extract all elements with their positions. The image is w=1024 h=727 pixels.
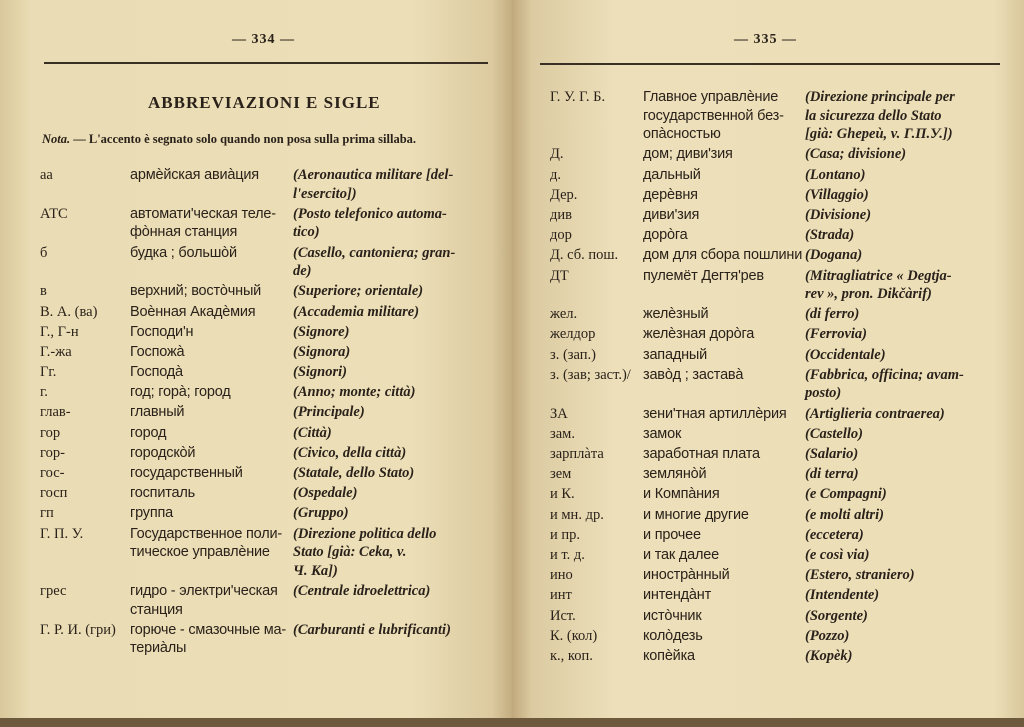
russian-expansion: желѐзная дорòга [643, 326, 755, 343]
abbreviation: жел. [550, 306, 578, 323]
page-number: — 335 — [734, 32, 797, 47]
italian-translation: (Dogana) [805, 247, 863, 264]
abbreviation-entry [40, 525, 493, 581]
abbreviation: В. А. (ва) [40, 303, 98, 320]
russian-expansion: пулемёт Дегтя'рев [643, 267, 764, 284]
italian-translation: (Kopèk) [805, 647, 853, 664]
russian-expansion: госпиталь [130, 485, 195, 502]
abbreviation-entry [40, 383, 493, 402]
abbreviation: ДТ [550, 267, 569, 284]
abbreviation: гос- [40, 465, 65, 482]
italian-translation: (Carburanti e lubrificanti) [293, 621, 451, 638]
abbreviation-entry [550, 546, 1005, 565]
italian-translation: (Fabbrica, officina; avam- posto) [805, 366, 964, 402]
abbreviation-entry [550, 425, 1005, 444]
abbreviation: грес [40, 582, 67, 599]
abbreviation-entry [550, 145, 1005, 164]
abbreviation-entry [550, 465, 1005, 484]
russian-expansion: гидро - электри'ческая станция [130, 582, 278, 618]
italian-translation: (Ospedale) [293, 485, 358, 502]
page-title: ABBREVIAZIONI E SIGLE [148, 93, 381, 112]
russian-expansion: Госпожà [130, 343, 185, 360]
abbreviation-entry [550, 405, 1005, 424]
abbreviation-entry [550, 186, 1005, 205]
abbreviation: зем [550, 466, 572, 483]
italian-translation: (Direzione politica dello Stato [già: Ceka, v. Ч. Ка]) [293, 525, 437, 579]
abbreviation: б [40, 244, 48, 261]
abbreviation-entry [40, 343, 493, 362]
abbreviation-list [40, 166, 493, 660]
abbreviation: госп [40, 485, 68, 502]
abbreviation: Г.-жа [40, 343, 72, 360]
abbreviation-entry [40, 403, 493, 422]
italian-translation: (di ferro) [805, 306, 860, 323]
russian-expansion: Господи'н [130, 323, 194, 340]
abbreviation: и т. д. [550, 546, 585, 563]
russian-expansion: инострàнный [643, 567, 730, 584]
note-label: Nota. [42, 132, 71, 146]
russian-expansion: копѐйка [643, 647, 695, 664]
abbreviation-entry [40, 621, 493, 658]
russian-expansion: дом для сбора пошлини [643, 247, 803, 264]
italian-translation: (e molti altri) [805, 506, 884, 523]
abbreviation: Ист. [550, 607, 576, 624]
italian-translation: (Divisione) [805, 206, 872, 223]
russian-expansion: дом; диви'зия [643, 146, 733, 163]
italian-translation: (Mitragliatrice « Degtja- rev », pron. Dikčàrif) [805, 267, 952, 303]
abbreviation: з. (зап.) [550, 346, 596, 363]
abbreviation: К. (кол) [550, 627, 598, 644]
abbreviation-entry [550, 325, 1005, 344]
italian-translation: (Accademia militare) [293, 303, 420, 320]
italian-translation: (Città) [293, 424, 332, 441]
italian-translation: (Occidentale) [805, 346, 886, 363]
italian-translation: (Statale, dello Stato) [293, 465, 415, 482]
abbreviation: ино [550, 567, 573, 584]
abbreviation-entry [40, 504, 493, 523]
italian-translation: (Intendente) [805, 587, 880, 604]
russian-expansion: армѐйская авиàция [130, 167, 259, 183]
abbreviation: дор [550, 227, 572, 244]
russian-expansion: желѐзный [643, 306, 709, 323]
abbreviation-entry [550, 607, 1005, 626]
abbreviation-list [550, 88, 1005, 667]
italian-translation: (Lontano) [805, 166, 866, 183]
abbreviation: Дер. [550, 186, 578, 203]
italian-translation: (Strada) [805, 227, 855, 244]
abbreviation-entry [550, 346, 1005, 365]
abbreviation-entry [550, 88, 1005, 144]
russian-expansion: год; горà; город [130, 384, 231, 401]
italian-translation: (Signori) [293, 364, 347, 381]
abbreviation: див [550, 206, 572, 223]
abbreviation-entry [40, 244, 493, 281]
right-page [512, 0, 1024, 718]
note [42, 132, 416, 147]
abbreviation-entry [40, 166, 493, 203]
abbreviation-entry [550, 485, 1005, 504]
abbreviation-entry [550, 366, 1005, 403]
abbreviation-entry [550, 566, 1005, 585]
abbreviation-entry [550, 506, 1005, 525]
russian-expansion: Господà [130, 364, 183, 381]
left-page [0, 0, 512, 718]
russian-expansion: государственный [130, 465, 243, 482]
abbreviation: Г. У. Г. Б. [550, 89, 606, 105]
abbreviation: гор- [40, 444, 65, 461]
italian-translation: (Signora) [293, 343, 351, 360]
abbreviation-entry [40, 205, 493, 242]
russian-expansion: и так далее [643, 546, 719, 563]
abbreviation-entry [40, 303, 493, 322]
abbreviation-entry [550, 526, 1005, 545]
abbreviation: д. [550, 166, 562, 183]
russian-expansion: диви'зия [643, 206, 700, 223]
russian-expansion: главный [130, 404, 185, 421]
abbreviation-entry [40, 582, 493, 619]
russian-expansion: завòд ; заставà [643, 366, 744, 383]
header-rule [44, 62, 488, 64]
abbreviation-entry [550, 226, 1005, 245]
abbreviation-entry [40, 282, 493, 301]
russian-expansion: группа [130, 505, 174, 522]
italian-translation: (e così via) [805, 546, 870, 563]
russian-expansion: и прочее [643, 526, 701, 543]
russian-expansion: Воѐнная Акадѐмия [130, 303, 256, 320]
abbreviation-entry [550, 627, 1005, 646]
page-number: — 334 — [232, 32, 295, 47]
abbreviation-entry [40, 363, 493, 382]
italian-translation: (Estero, straniero) [805, 567, 915, 584]
russian-expansion: истòчник [643, 607, 702, 624]
italian-translation: (eccetera) [805, 526, 864, 543]
header-rule [540, 63, 1000, 65]
italian-translation: (Anno; monte; città) [293, 384, 416, 401]
abbreviation-entry [40, 484, 493, 503]
italian-translation: (Direzione principale per la sicurezza dello Stato [già: Ghepeù, v. Г.П.У.]) [805, 89, 955, 143]
italian-translation: (Salario) [805, 446, 859, 462]
abbreviation: и К. [550, 486, 575, 503]
abbreviation-entry [40, 323, 493, 342]
italian-translation: (Artiglieria contraerea) [805, 405, 945, 422]
abbreviation: Г. Р. И. (гри) [40, 621, 116, 638]
italian-translation: (Villaggio) [805, 186, 869, 203]
russian-expansion: город [130, 424, 167, 441]
abbreviation-entry [40, 464, 493, 483]
abbreviation-entry [550, 166, 1005, 185]
russian-expansion: западный [643, 346, 708, 363]
russian-expansion: будка ; большòй [130, 244, 237, 261]
abbreviation: Г. П. У. [40, 525, 84, 542]
abbreviation: гп [40, 505, 54, 522]
abbreviation: зарплàта [550, 446, 604, 462]
abbreviation-entry [550, 206, 1005, 225]
italian-translation: (Centrale idroelettrica) [293, 582, 431, 599]
italian-translation: (Castello) [805, 425, 863, 442]
italian-translation: (di terra) [805, 466, 859, 483]
russian-expansion: Государственное поли- тическое управлѐние [130, 525, 283, 561]
note-text: — L'accento è segnato solo quando non posa sulla prima sillaba. [70, 132, 417, 146]
russian-expansion: городскòй [130, 444, 196, 461]
abbreviation-entry [40, 424, 493, 443]
abbreviation: гор [40, 424, 61, 441]
abbreviation: ЗА [550, 405, 568, 422]
italian-translation: (e Compagni) [805, 486, 887, 503]
italian-translation: (Gruppo) [293, 505, 349, 522]
russian-expansion: заработная плата [643, 446, 760, 462]
italian-translation: (Superiore; orientale) [293, 283, 424, 300]
russian-expansion: Главное управлѐние государственной без- опàсностью [643, 89, 784, 143]
russian-expansion: колòдезь [643, 627, 703, 644]
abbreviation: Д. сб. пош. [550, 247, 619, 264]
russian-expansion: дорòга [643, 227, 688, 244]
abbreviation: аа [40, 167, 53, 183]
abbreviation: глав- [40, 404, 71, 421]
abbreviation: в [40, 283, 47, 300]
abbreviation-entry [550, 246, 1005, 265]
italian-translation: (Aeronautica militare [del- l'esercito]) [293, 167, 454, 202]
russian-expansion: землянòй [643, 466, 707, 483]
abbreviation: желдор [550, 326, 596, 343]
italian-translation: (Casa; divisione) [805, 146, 907, 163]
italian-translation: (Sorgente) [805, 607, 868, 624]
abbreviation-entry [550, 445, 1005, 464]
russian-expansion: зени'тная артиллѐрия [643, 405, 787, 422]
russian-expansion: интендàнт [643, 587, 712, 604]
russian-expansion: и многие другие [643, 506, 749, 523]
italian-translation: (Civico, della città) [293, 444, 407, 461]
russian-expansion: горюче - смазочные ма- териàлы [130, 621, 287, 657]
abbreviation: з. (зав; заст.)/ [550, 366, 631, 383]
russian-expansion: и Компàния [643, 486, 720, 503]
abbreviation-entry [550, 305, 1005, 324]
abbreviation-entry [550, 586, 1005, 605]
italian-translation: (Pozzo) [805, 627, 850, 644]
russian-expansion: замок [643, 425, 682, 442]
abbreviation: инт [550, 587, 572, 604]
abbreviation-entry [550, 647, 1005, 666]
italian-translation: (Casello, cantoniera; gran- de) [293, 244, 456, 280]
italian-translation: (Posto telefonico automa- tico) [293, 205, 447, 241]
russian-expansion: верхний; востòчный [130, 283, 262, 300]
abbreviation: Г., Г-н [40, 323, 79, 340]
russian-expansion: дерѐвня [643, 186, 698, 203]
abbreviation: и мн. др. [550, 506, 604, 523]
abbreviation-entry [40, 444, 493, 463]
italian-translation: (Principale) [293, 404, 365, 421]
abbreviation: зам. [550, 425, 575, 442]
abbreviation: Д. [550, 146, 564, 163]
russian-expansion: дальный [643, 166, 701, 183]
abbreviation: Гг. [40, 364, 57, 381]
russian-expansion: автомати'ческая теле- фòнная станция [130, 205, 276, 241]
italian-translation: (Ferrovia) [805, 326, 868, 343]
abbreviation-entry [550, 267, 1005, 304]
abbreviation: г. [40, 384, 48, 401]
abbreviation: к., коп. [550, 647, 593, 664]
italian-translation: (Signore) [293, 323, 350, 340]
abbreviation: АТС [40, 205, 68, 222]
abbreviation: и пр. [550, 526, 581, 543]
